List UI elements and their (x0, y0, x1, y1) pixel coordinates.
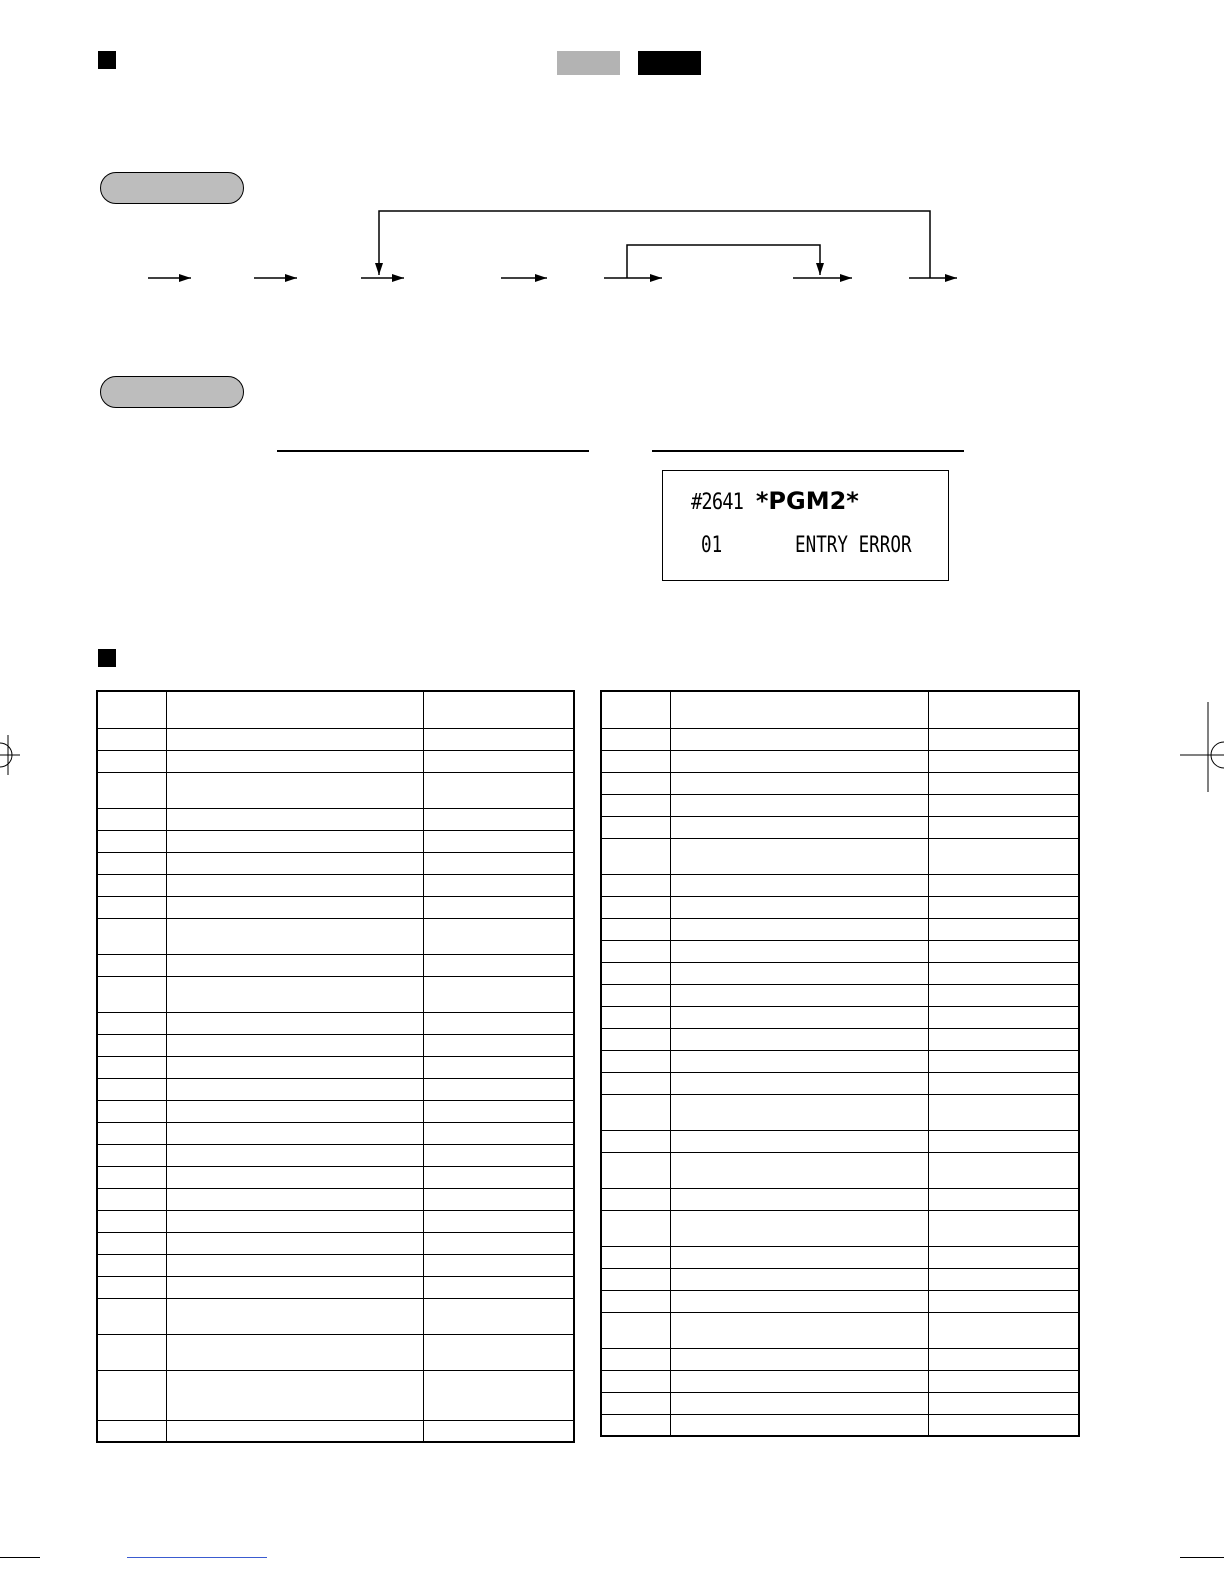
description-cell (167, 852, 424, 874)
code-cell (601, 1268, 671, 1290)
table-row (97, 918, 574, 954)
description-cell (671, 1130, 929, 1152)
description-cell (671, 750, 929, 772)
footer-link-underline (127, 1557, 267, 1558)
table-header-row (601, 691, 1079, 728)
table-row (97, 1276, 574, 1298)
code-cell (601, 962, 671, 984)
code-cell (97, 1100, 167, 1122)
code-cell (97, 1276, 167, 1298)
value-cell (424, 1056, 574, 1078)
code-cell (97, 1056, 167, 1078)
table-header-cell (929, 691, 1079, 728)
description-cell (671, 1246, 929, 1268)
flow-loop-inner (627, 245, 820, 278)
table-row (601, 1050, 1079, 1072)
code-cell (601, 1072, 671, 1094)
description-cell (167, 874, 424, 896)
table-row (97, 1078, 574, 1100)
code-cell (601, 1050, 671, 1072)
value-cell (424, 874, 574, 896)
description-cell (671, 1188, 929, 1210)
section-marker-icon (98, 649, 116, 667)
code-cell (601, 794, 671, 816)
registration-mark-right (1180, 702, 1224, 792)
description-cell (167, 918, 424, 954)
table-row (601, 1028, 1079, 1050)
code-cell (601, 1028, 671, 1050)
value-cell (424, 1122, 574, 1144)
value-cell (424, 1100, 574, 1122)
table-row (601, 1006, 1079, 1028)
value-cell (424, 1370, 574, 1420)
value-cell (424, 1334, 574, 1370)
code-cell (97, 1298, 167, 1334)
value-cell (929, 918, 1079, 940)
description-cell (167, 1012, 424, 1034)
value-cell (929, 1246, 1079, 1268)
value-cell (929, 940, 1079, 962)
table-row (97, 830, 574, 852)
table-row (601, 794, 1079, 816)
description-cell (671, 940, 929, 962)
table-row (97, 1188, 574, 1210)
description-cell (167, 1100, 424, 1122)
print-label-pill (100, 376, 244, 408)
code-cell (601, 1312, 671, 1348)
code-cell (97, 1334, 167, 1370)
description-cell (167, 1298, 424, 1334)
description-cell (671, 962, 929, 984)
value-cell (929, 962, 1079, 984)
table-row (601, 1094, 1079, 1130)
value-cell (929, 984, 1079, 1006)
description-cell (671, 772, 929, 794)
value-cell (929, 772, 1079, 794)
table-row (97, 728, 574, 750)
value-cell (929, 816, 1079, 838)
description-cell (167, 1144, 424, 1166)
code-cell (97, 808, 167, 830)
value-cell (424, 1166, 574, 1188)
code-cell (97, 1210, 167, 1232)
value-cell (929, 1348, 1079, 1370)
description-cell (167, 1122, 424, 1144)
table-header-cell (601, 691, 671, 728)
table-row (601, 1130, 1079, 1152)
code-cell (601, 1348, 671, 1370)
table-row (97, 772, 574, 808)
code-cell (601, 1130, 671, 1152)
value-cell (929, 838, 1079, 874)
table-row (601, 728, 1079, 750)
table-row (601, 984, 1079, 1006)
description-cell (671, 896, 929, 918)
description-cell (167, 830, 424, 852)
description-cell (167, 1210, 424, 1232)
table-row (97, 1144, 574, 1166)
description-cell (167, 808, 424, 830)
table-row (97, 808, 574, 830)
receipt-code: 01 (701, 533, 723, 558)
description-cell (167, 1420, 424, 1442)
value-cell (424, 1298, 574, 1334)
code-cell (601, 896, 671, 918)
table-row (97, 1334, 574, 1370)
code-cell (97, 896, 167, 918)
code-cell (601, 816, 671, 838)
code-cell (601, 984, 671, 1006)
value-cell (929, 1050, 1079, 1072)
table-row (97, 1122, 574, 1144)
description-cell (671, 1050, 929, 1072)
table-row (601, 772, 1079, 794)
code-cell (97, 1078, 167, 1100)
table-row (601, 1414, 1079, 1436)
code-cell (97, 728, 167, 750)
value-cell (424, 1232, 574, 1254)
value-cell (929, 1006, 1079, 1028)
value-cell (929, 1130, 1079, 1152)
table-row (601, 1370, 1079, 1392)
table-header-cell (167, 691, 424, 728)
error-code-table-right (600, 690, 1080, 1437)
table-row (97, 1166, 574, 1188)
code-cell (97, 918, 167, 954)
receipt-number: #2641 (691, 490, 744, 515)
table-row (601, 874, 1079, 896)
code-cell (601, 1094, 671, 1130)
code-cell (97, 830, 167, 852)
value-cell (424, 1078, 574, 1100)
value-cell (424, 750, 574, 772)
description-cell (671, 1290, 929, 1312)
description-cell (671, 874, 929, 896)
table-row (97, 1034, 574, 1056)
table-header-cell (97, 691, 167, 728)
table-row (601, 1152, 1079, 1188)
description-cell (671, 1028, 929, 1050)
description-cell (167, 1276, 424, 1298)
table-row (97, 1232, 574, 1254)
table-row (601, 1072, 1079, 1094)
code-cell (97, 1254, 167, 1276)
table-row (97, 852, 574, 874)
table-row (97, 1012, 574, 1034)
description-cell (167, 1232, 424, 1254)
description-cell (167, 772, 424, 808)
value-cell (424, 918, 574, 954)
value-cell (424, 1188, 574, 1210)
value-cell (424, 1012, 574, 1034)
value-cell (424, 954, 574, 976)
code-cell (97, 1188, 167, 1210)
receipt-printout (662, 470, 949, 581)
value-cell (424, 1276, 574, 1298)
table-row (601, 1392, 1079, 1414)
table-row (97, 750, 574, 772)
value-cell (929, 1072, 1079, 1094)
description-cell (671, 1072, 929, 1094)
description-cell (671, 1152, 929, 1188)
table-row (601, 1268, 1079, 1290)
value-cell (424, 1144, 574, 1166)
description-cell (671, 838, 929, 874)
table-row (601, 1188, 1079, 1210)
table-row (601, 1312, 1079, 1348)
code-cell (97, 1144, 167, 1166)
code-cell (97, 1122, 167, 1144)
description-cell (167, 954, 424, 976)
description-cell (671, 1094, 929, 1130)
description-cell (167, 728, 424, 750)
table-row (601, 918, 1079, 940)
value-cell (929, 1290, 1079, 1312)
table-header-row (97, 691, 574, 728)
table-header-cell (424, 691, 574, 728)
table-row (601, 1246, 1079, 1268)
column-heading-rule-left (277, 450, 589, 452)
registration-mark-left (0, 735, 24, 775)
table-row (601, 1210, 1079, 1246)
table-row (601, 750, 1079, 772)
description-cell (671, 1370, 929, 1392)
table-row (601, 1290, 1079, 1312)
code-cell (601, 750, 671, 772)
code-cell (601, 772, 671, 794)
value-cell (424, 1420, 574, 1442)
table-row (97, 954, 574, 976)
code-cell (601, 1152, 671, 1188)
value-cell (929, 1268, 1079, 1290)
table-row (97, 1254, 574, 1276)
table-row (601, 940, 1079, 962)
code-cell (601, 1370, 671, 1392)
value-cell (929, 1094, 1079, 1130)
table-row (97, 1370, 574, 1420)
code-cell (97, 772, 167, 808)
description-cell (671, 1414, 929, 1436)
value-cell (424, 1254, 574, 1276)
value-cell (929, 750, 1079, 772)
value-cell (424, 852, 574, 874)
code-cell (601, 728, 671, 750)
code-cell (97, 1012, 167, 1034)
code-cell (97, 1420, 167, 1442)
value-cell (929, 1028, 1079, 1050)
receipt-message: ENTRY ERROR (795, 533, 912, 558)
description-cell (671, 1312, 929, 1348)
table-row (97, 1420, 574, 1442)
receipt-header (691, 487, 859, 515)
crop-mark (1180, 1557, 1224, 1558)
value-cell (424, 1034, 574, 1056)
description-cell (671, 1210, 929, 1246)
table-row (97, 1056, 574, 1078)
procedure-flow-diagram (0, 0, 1224, 320)
value-cell (929, 874, 1079, 896)
column-heading-rule-right (652, 450, 964, 452)
code-cell (601, 838, 671, 874)
description-cell (671, 1006, 929, 1028)
code-cell (601, 940, 671, 962)
code-cell (601, 1188, 671, 1210)
value-cell (929, 1392, 1079, 1414)
code-cell (97, 976, 167, 1012)
code-cell (601, 1290, 671, 1312)
description-cell (167, 750, 424, 772)
description-cell (167, 896, 424, 918)
description-cell (671, 794, 929, 816)
receipt-mode: *PGM2* (755, 487, 859, 515)
code-cell (601, 1392, 671, 1414)
code-cell (97, 1370, 167, 1420)
description-cell (671, 1268, 929, 1290)
code-cell (97, 874, 167, 896)
description-cell (671, 816, 929, 838)
table-row (97, 1298, 574, 1334)
description-cell (671, 984, 929, 1006)
table-row (601, 838, 1079, 874)
value-cell (424, 1210, 574, 1232)
description-cell (167, 1056, 424, 1078)
description-cell (167, 976, 424, 1012)
table-row (601, 962, 1079, 984)
value-cell (929, 1312, 1079, 1348)
code-cell (601, 1246, 671, 1268)
value-cell (929, 1188, 1079, 1210)
code-cell (97, 852, 167, 874)
error-code-table-left (96, 690, 575, 1443)
description-cell (671, 1392, 929, 1414)
description-cell (167, 1370, 424, 1420)
table-row (97, 1100, 574, 1122)
code-cell (97, 1232, 167, 1254)
table-row (601, 1348, 1079, 1370)
description-cell (671, 918, 929, 940)
value-cell (929, 794, 1079, 816)
value-cell (424, 728, 574, 750)
table-row (97, 1210, 574, 1232)
table-row (97, 976, 574, 1012)
code-cell (97, 750, 167, 772)
description-cell (671, 728, 929, 750)
code-cell (97, 954, 167, 976)
code-cell (601, 874, 671, 896)
code-cell (601, 1210, 671, 1246)
value-cell (424, 896, 574, 918)
value-cell (424, 808, 574, 830)
value-cell (929, 896, 1079, 918)
description-cell (167, 1334, 424, 1370)
table-row (601, 816, 1079, 838)
crop-mark (0, 1557, 40, 1558)
value-cell (929, 1414, 1079, 1436)
value-cell (424, 830, 574, 852)
value-cell (424, 976, 574, 1012)
table-row (97, 896, 574, 918)
code-cell (601, 1414, 671, 1436)
table-row (601, 896, 1079, 918)
description-cell (167, 1166, 424, 1188)
value-cell (929, 1152, 1079, 1188)
description-cell (167, 1034, 424, 1056)
description-cell (167, 1188, 424, 1210)
description-cell (671, 1348, 929, 1370)
value-cell (929, 1370, 1079, 1392)
code-cell (601, 918, 671, 940)
value-cell (929, 728, 1079, 750)
value-cell (929, 1210, 1079, 1246)
code-cell (97, 1034, 167, 1056)
table-header-cell (671, 691, 929, 728)
description-cell (167, 1078, 424, 1100)
code-cell (97, 1166, 167, 1188)
description-cell (167, 1254, 424, 1276)
code-cell (601, 1006, 671, 1028)
table-row (97, 874, 574, 896)
value-cell (424, 772, 574, 808)
